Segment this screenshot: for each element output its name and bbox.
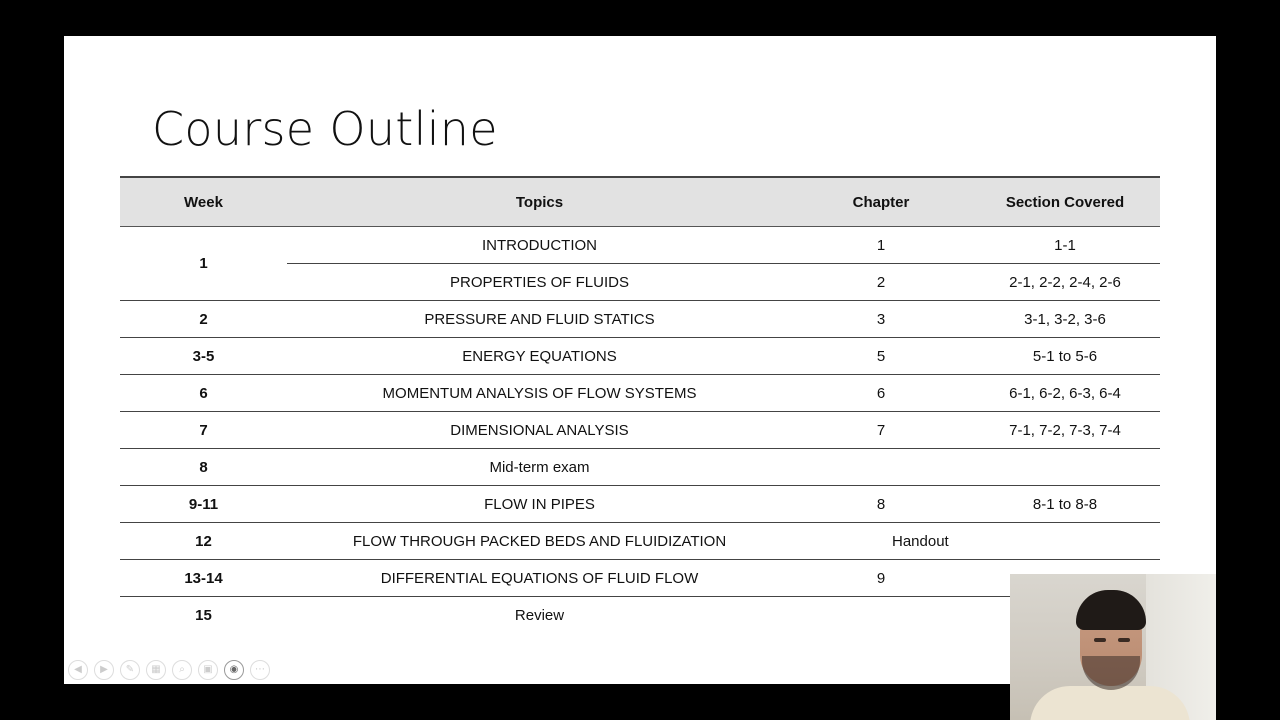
week-cell: 6 xyxy=(120,375,287,412)
section-cell: 5-1 to 5-6 xyxy=(970,338,1160,375)
week-cell: 7 xyxy=(120,412,287,449)
section-cell: 7-1, 7-2, 7-3, 7-4 xyxy=(970,412,1160,449)
table-row xyxy=(120,338,1160,375)
week-cell: 3-5 xyxy=(120,338,287,375)
section-cell: 2-1, 2-2, 2-4, 2-6 xyxy=(970,264,1160,301)
camera-icon[interactable]: ◉ xyxy=(224,660,244,680)
section-cell xyxy=(970,449,1160,486)
topic-cell: ENERGY EQUATIONS xyxy=(287,338,792,375)
week-cell: 8 xyxy=(120,449,287,486)
table-row xyxy=(120,523,1160,560)
chapter-cell: 2 xyxy=(792,264,970,301)
slide-title: Course Outline xyxy=(152,102,498,156)
chapter-cell xyxy=(792,449,970,486)
pen-icon[interactable]: ✎ xyxy=(120,660,140,680)
chapter-cell: 5 xyxy=(792,338,970,375)
header-chapter: Chapter xyxy=(792,177,970,227)
table-row xyxy=(120,301,1160,338)
header-section: Section Covered xyxy=(970,177,1160,227)
zoom-icon[interactable]: ⌕ xyxy=(172,660,192,680)
header-week: Week xyxy=(120,177,287,227)
chapter-cell: 6 xyxy=(792,375,970,412)
section-cell: 8-1 to 8-8 xyxy=(970,486,1160,523)
chapter-cell: 7 xyxy=(792,412,970,449)
week-cell: 9-11 xyxy=(120,486,287,523)
topic-cell: DIMENSIONAL ANALYSIS xyxy=(287,412,792,449)
chapter-cell: 8 xyxy=(792,486,970,523)
chapter-cell xyxy=(792,597,970,634)
section-cell: 1-1 xyxy=(970,227,1160,264)
topic-cell: Review xyxy=(514,606,565,624)
chapter-cell: 3 xyxy=(792,301,970,338)
table-row xyxy=(120,597,1160,634)
header-topics: Topics xyxy=(287,177,792,227)
subtitles-icon[interactable]: ▣ xyxy=(198,660,218,680)
chapter-cell: 1 xyxy=(792,227,970,264)
topic-cell: FLOW THROUGH PACKED BEDS AND FLUIDIZATION xyxy=(287,523,792,560)
topic-cell: PROPERTIES OF FLUIDS xyxy=(287,264,792,301)
week-cell: 12 xyxy=(120,523,287,560)
table-row xyxy=(120,560,1160,597)
table-row xyxy=(120,227,1160,264)
topic-cell: PRESSURE AND FLUID STATICS xyxy=(287,301,792,338)
section-cell: 3-1, 3-2, 3-6 xyxy=(970,301,1160,338)
week-cell: 15 xyxy=(195,606,212,624)
handout-cell: Handout xyxy=(792,523,1160,560)
topic-cell: FLOW IN PIPES xyxy=(287,486,792,523)
week-cell: 1 xyxy=(120,227,287,301)
table-header-row xyxy=(120,177,1160,227)
topic-cell: INTRODUCTION xyxy=(287,227,792,264)
course-outline-table xyxy=(120,176,1160,633)
webcam-video xyxy=(1010,574,1216,720)
chapter-cell: 9 xyxy=(792,560,970,597)
slides-icon[interactable]: ▦ xyxy=(146,660,166,680)
more-icon[interactable]: ⋯ xyxy=(250,660,270,680)
presentation-toolbar xyxy=(68,660,270,680)
section-cell: 6-1, 6-2, 6-3, 6-4 xyxy=(970,375,1160,412)
week-cell: 13-14 xyxy=(120,560,287,597)
topic-cell: MOMENTUM ANALYSIS OF FLOW SYSTEMS xyxy=(287,375,792,412)
table-row xyxy=(120,412,1160,449)
next-icon[interactable]: ▶ xyxy=(94,660,114,680)
table-row xyxy=(120,375,1160,412)
table-row xyxy=(120,449,1160,486)
table-row xyxy=(120,486,1160,523)
previous-icon[interactable]: ◀ xyxy=(68,660,88,680)
topic-cell: Mid-term exam xyxy=(287,449,792,486)
week-cell: 2 xyxy=(120,301,287,338)
topic-cell: DIFFERENTIAL EQUATIONS OF FLUID FLOW xyxy=(287,560,792,597)
